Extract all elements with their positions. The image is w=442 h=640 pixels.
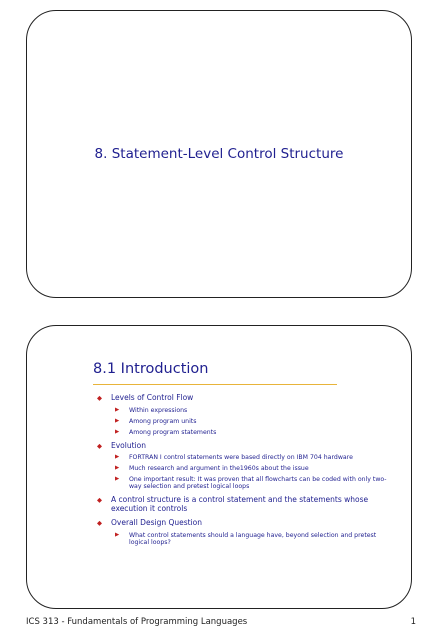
sub-bullet-item: [97, 407, 387, 414]
sub-bullet-item: [97, 418, 387, 425]
title-underline: [93, 384, 337, 385]
sub-bullet-text: What control statements should a language have, beyond selection and pretest logical loops?: [129, 531, 377, 546]
diamond-bullet-icon: ◆: [97, 496, 102, 504]
footer-page-number: 1: [410, 617, 416, 627]
bullet-item: [97, 394, 387, 403]
bullet-text: A control structure is a control statement and the statements whose execution it controls: [111, 495, 369, 513]
slide-2: [26, 325, 412, 609]
bullet-item: [97, 519, 387, 528]
sub-bullet-item: [97, 429, 387, 436]
slide-2-title: 8.1 Introduction: [93, 361, 209, 377]
diamond-bullet-icon: ◆: [97, 394, 102, 402]
triangle-bullet-icon: ▶: [115, 531, 120, 538]
sub-bullet-text: FORTRAN I control statements were based directly on IBM 704 hardware: [129, 454, 353, 461]
sub-bullet-item: [97, 454, 387, 461]
bullet-text: Evolution: [111, 440, 146, 450]
triangle-bullet-icon: ▶: [115, 454, 120, 460]
slide-1-title: 8. Statement-Level Control Structure: [94, 146, 344, 162]
sub-bullet-item: [97, 465, 387, 472]
diamond-bullet-icon: ◆: [97, 441, 102, 450]
triangle-bullet-icon: ▶: [115, 428, 120, 435]
diamond-bullet-icon: ◆: [97, 519, 102, 527]
bullet-list: [97, 394, 387, 550]
sub-bullet-text: Much research and argument in the1960s about the issue: [129, 465, 309, 472]
sub-bullet-text: Among program statements: [129, 428, 217, 436]
bullet-text: Levels of Control Flow: [111, 393, 194, 402]
bullet-item: [97, 442, 387, 451]
slide-1: [26, 10, 412, 298]
triangle-bullet-icon: ▶: [115, 476, 120, 482]
bullet-item: [97, 496, 387, 513]
triangle-bullet-icon: ▶: [115, 417, 120, 424]
sub-bullet-text: Among program units: [129, 417, 197, 425]
sub-bullet-item: [97, 476, 387, 490]
triangle-bullet-icon: ▶: [115, 406, 120, 413]
sub-bullet-text: Within expressions: [129, 406, 188, 414]
sub-bullet-item: [97, 532, 387, 546]
bullet-text: Overall Design Question: [111, 518, 203, 527]
triangle-bullet-icon: ▶: [115, 465, 120, 471]
sub-bullet-text: One important result: It was proven that all flowcharts can be coded with only two-way selection and pretest logical loops: [129, 476, 387, 490]
footer-course-name: ICS 313 - Fundamentals of Programming Languages: [26, 617, 248, 627]
